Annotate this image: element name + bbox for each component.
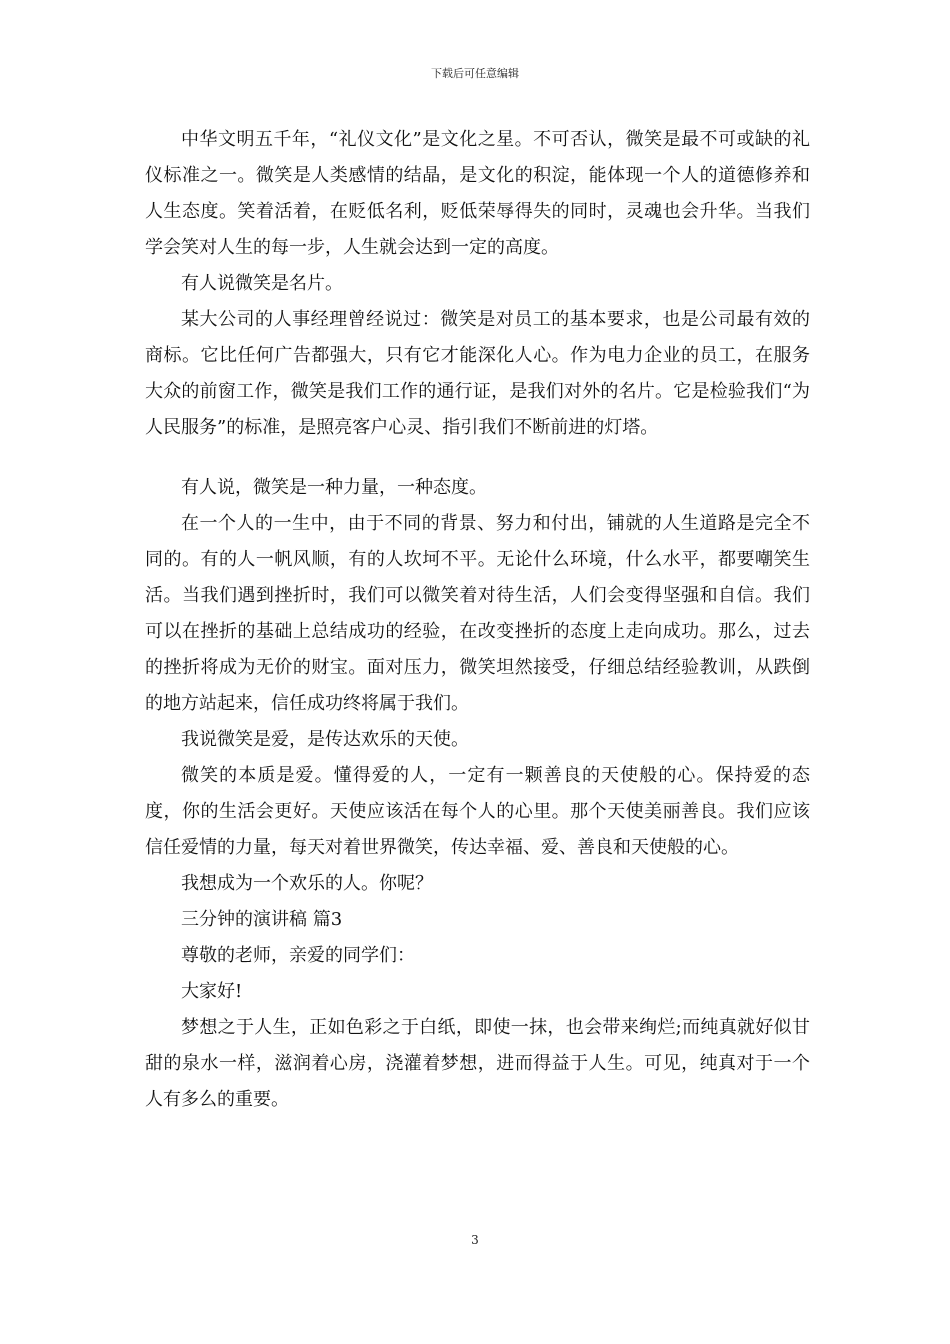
paragraph-smile-etiquette: 中华文明五千年，“礼仪文化”是文化之星。不可否认，微笑是最不可或缺的礼仪标准之一。微笑是人类感情的结晶，是文化的积淀，能体现一个人的道德修养和人生态度。笑着活着，在贬低名利，贬低荣辱得失的同时，灵魂也会升华。当我们学会笑对人生的每一步，人生就会达到一定的高度。 (145, 129, 810, 258)
salutation-line: 尊敬的老师，亲爱的同学们： (181, 945, 415, 966)
paragraph-life-setbacks: 在一个人的一生中，由于不同的背景、努力和付出，铺就的人生道路是完全不同的。有的人一帆风顺，有的人坎坷不平。无论什么环境，什么水平，都要嘲笑生活。当我们遇到挫折时，我们可以微笑着对待生活，人们会变得坚强和自信。我们可以在挫折的基础上总结成功的经验，在改变挫折的态度上走向成功。那么，过去的挫折将成为无价的财宝。面对压力，微笑坦然接受，仔细总结经验教训，从跌倒的地方站起来，信任成功终将属于我们。 (145, 513, 810, 714)
page-number: 3 (471, 1233, 479, 1247)
paragraph-happy-person: 我想成为一个欢乐的人。你呢？ (181, 873, 433, 894)
document-body (145, 122, 810, 1118)
paragraph-smile-is-strength: 有人说，微笑是一种力量，一种态度。 (181, 477, 487, 498)
section-heading-speech-3: 三分钟的演讲稿 篇3 (181, 909, 343, 930)
paragraph-essence-of-smile: 微笑的本质是爱。懂得爱的人，一定有一颗善良的天使般的心。保持爱的态度，你的生活会更好。天使应该活在每个人的心里。那个天使美丽善良。我们应该信任爱情的力量，每天对着世界微笑，传达幸福、爱、善良和天使般的心。 (145, 765, 810, 858)
paragraph-hr-manager-quote: 某大公司的人事经理曾经说过：微笑是对员工的基本要求，也是公司最有效的商标。它比任何广告都强大，只有它才能深化人心。作为电力企业的员工，在服务大众的前窗工作，微笑是我们工作的通行证，是我们对外的名片。它是检验我们“为人民服务”的标准，是照亮客户心灵、指引我们不断前进的灯塔。 (145, 309, 810, 438)
greeting-line: 大家好! (181, 981, 243, 1002)
paragraph-smile-is-business-card: 有人说微笑是名片。 (181, 273, 343, 294)
paragraph-smile-is-love: 我说微笑是爱，是传达欢乐的天使。 (181, 729, 469, 750)
page-header: 下载后可任意编辑 (431, 67, 519, 80)
paragraph-dreams-and-innocence: 梦想之于人生，正如色彩之于白纸，即使一抹，也会带来绚烂;而纯真就好似甘甜的泉水一样，滋润着心房，浇灌着梦想，进而得益于人生。可见，纯真对于一个人有多么的重要。 (145, 1017, 810, 1110)
